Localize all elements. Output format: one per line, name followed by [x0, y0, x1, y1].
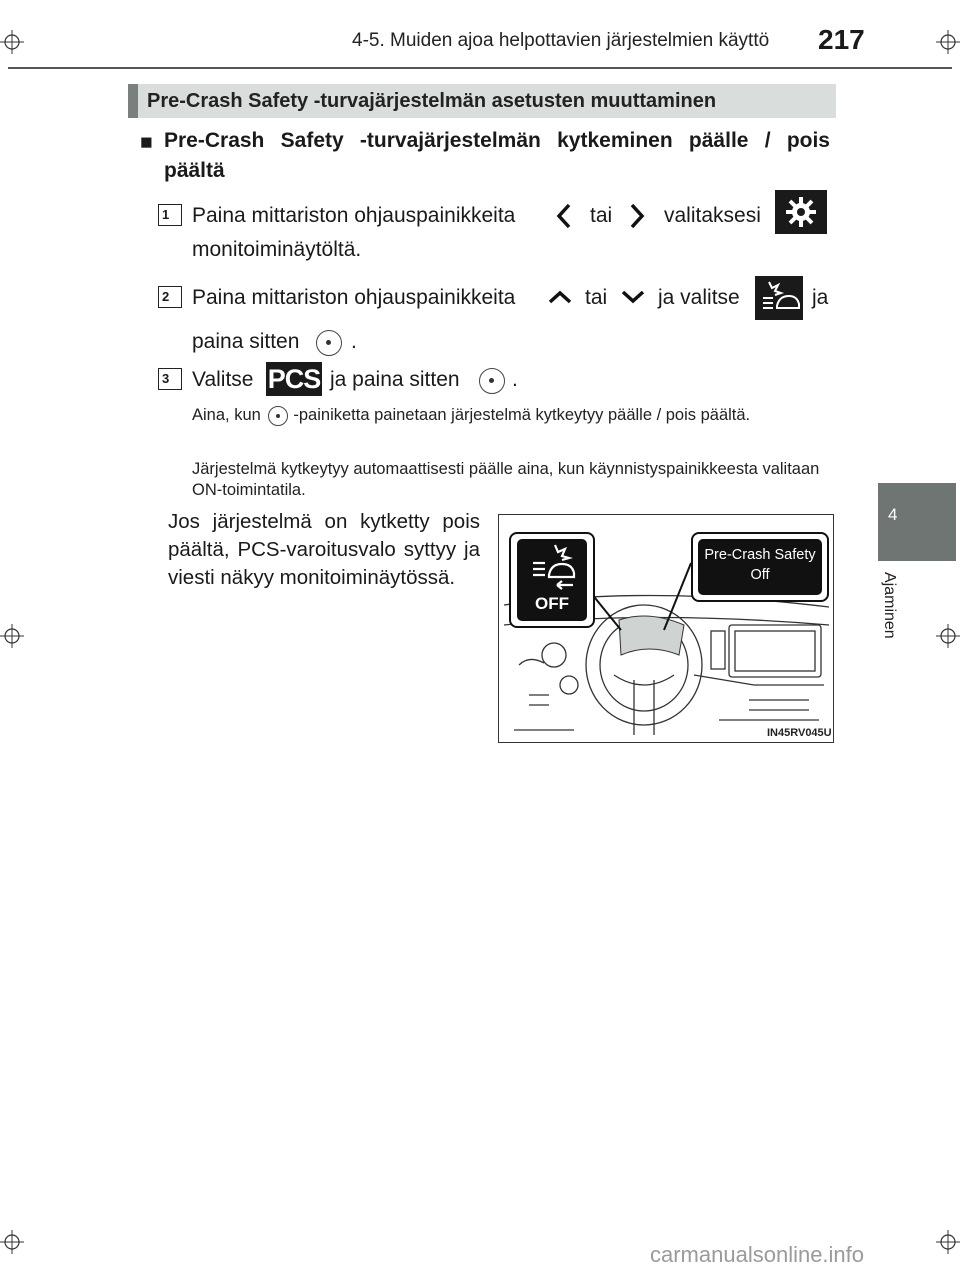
ok-button-icon: [479, 368, 505, 394]
display-line-1: Pre-Crash Safety: [704, 547, 816, 563]
display-line-2: Off: [750, 567, 770, 583]
step-number: 1: [158, 204, 182, 226]
header-rule: [8, 67, 952, 69]
step2-text-f: .: [351, 330, 357, 353]
step2-text-e: paina sitten: [192, 330, 300, 353]
chapter-title: 4-5. Muiden ajoa helpottavien järjestelmien käyttö: [352, 30, 770, 51]
multi-info-display: [698, 539, 822, 595]
dashboard-illustration: [498, 514, 834, 743]
step1-text-b: tai: [590, 204, 613, 227]
step2-text-a: Paina mittariston ohjauspainikkeita: [192, 286, 516, 309]
crop-mark-icon: [936, 624, 960, 648]
figure-code: IN45RV045U: [767, 727, 832, 739]
subsection-title: Pre-Crash Safety -turvajärjestelmän kytkeminen päälle / pois päältä: [164, 129, 830, 182]
crop-mark-icon: [936, 30, 960, 54]
off-indicator-text: OFF: [535, 594, 569, 613]
chevron-right-icon: [628, 202, 646, 230]
step1-text-d: monitoiminäytöltä.: [192, 238, 362, 261]
ok-button-icon: [316, 330, 342, 356]
watermark: carmanualsonline.info: [650, 1242, 865, 1267]
note-1-part-b: -painiketta painetaan järjestelmä kytkeytyy päälle / pois päältä.: [293, 406, 751, 424]
step1-text-a: Paina mittariston ohjauspainikkeita: [192, 204, 516, 227]
section-title: Pre-Crash Safety -turvajärjestelmän asetusten muuttaminen: [147, 90, 717, 112]
note-2: Järjestelmä kytkeytyy automaattisesti päälle aina, kun käynnistyspainikkeesta valitaan ON-toimintatila.: [192, 460, 820, 499]
crop-mark-icon: [0, 624, 24, 648]
page-number: 217: [818, 24, 865, 55]
step1-text-c: valitaksesi: [664, 204, 761, 227]
pre-crash-icon: [755, 276, 803, 320]
ok-button-icon: [266, 406, 292, 426]
step-number: 2: [158, 286, 182, 308]
chapter-number: 4: [888, 505, 898, 524]
display-callout: [691, 532, 829, 602]
chevron-up-icon: [547, 288, 573, 306]
note-1-part-a: Aina, kun: [192, 406, 261, 424]
crop-mark-icon: [0, 30, 24, 54]
pcs-label-icon: PCS: [267, 364, 321, 394]
step3-text-c: .: [512, 368, 518, 391]
step-number: 3: [158, 368, 182, 390]
step3-text-a: Valitse: [192, 368, 254, 391]
step2-text-c: ja valitse: [658, 286, 740, 309]
chevron-left-icon: [555, 202, 573, 230]
chevron-down-icon: [620, 288, 646, 306]
crop-mark-icon: [936, 1230, 960, 1254]
step2-text-d: ja: [812, 286, 829, 309]
bullet-square-icon: ■: [140, 131, 153, 154]
step3-text-b: ja paina sitten: [330, 368, 460, 391]
section-accent: [128, 84, 138, 118]
pcs-off-warning-icon: [517, 539, 587, 621]
pcs-indicator-callout: [509, 532, 595, 628]
settings-gear-icon: [775, 190, 827, 234]
subsection-heading: [140, 126, 830, 186]
body-paragraph: Jos järjestelmä on kytketty pois päältä, PCS-varoitusvalo syttyy ja viesti näkyy monitoiminäytössä.: [168, 510, 480, 589]
crop-mark-icon: [0, 1230, 24, 1254]
chapter-label: Ajaminen: [881, 572, 898, 639]
step2-text-b: tai: [585, 286, 608, 309]
note-1: [192, 405, 830, 426]
